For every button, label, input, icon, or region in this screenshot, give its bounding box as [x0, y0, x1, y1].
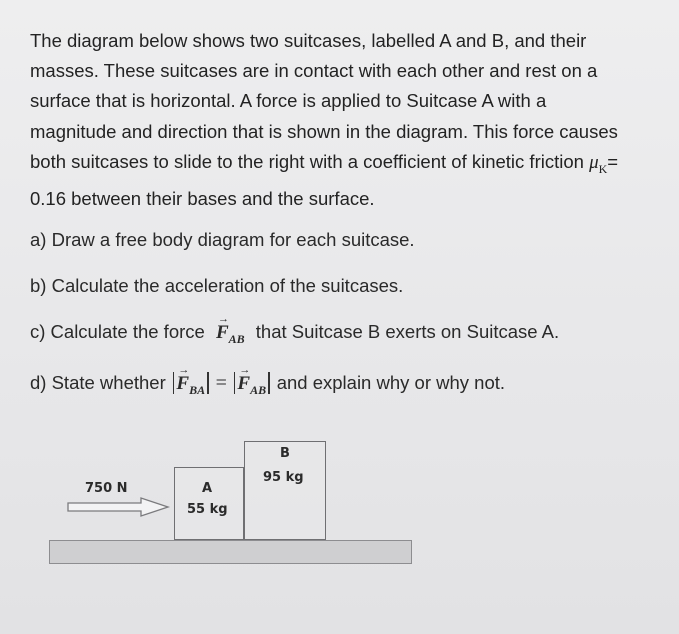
- intro-line: magnitude and direction that is shown in the diagram. This force causes: [30, 120, 618, 142]
- vector-arrow: →: [178, 364, 190, 376]
- intro-line-text: both suitcases to slide to the right with a coefficient of kinetic friction: [30, 150, 584, 172]
- vector-f-letter: F: [237, 373, 251, 394]
- intro-line: [30, 147, 675, 184]
- intro-line: masses. These suitcases are in contact with each other and rest on a: [30, 60, 598, 82]
- mu-equals: =: [607, 150, 619, 172]
- suitcase-a-label: A: [202, 481, 213, 496]
- question-d-suffix: and explain why or why not.: [276, 372, 506, 393]
- intro-line: surface that is horizontal. A force is applied to Suitcase A with a: [30, 90, 547, 112]
- applied-force-arrow: [67, 497, 171, 517]
- vector-subscript: BA: [189, 382, 206, 397]
- vector-subscript: AB: [250, 382, 267, 397]
- vector-arrow: →: [239, 364, 251, 376]
- abs-bar: [173, 372, 175, 394]
- question-c-prefix: c) Calculate the force: [30, 321, 205, 342]
- horizontal-surface: [49, 540, 412, 564]
- suitcase-b-label: B: [280, 446, 290, 461]
- intro-line: The diagram below shows two suitcases, labelled A and B, and their: [30, 30, 587, 51]
- mu-subscript: K: [598, 161, 608, 176]
- abs-bar: [207, 372, 209, 394]
- question-c: [30, 313, 560, 347]
- vector-f-letter: F: [176, 373, 190, 394]
- force-label: 750 N: [85, 481, 128, 496]
- vector-subscript: AB: [228, 331, 245, 346]
- equals-sign: =: [215, 372, 227, 394]
- vector-f-ab: [237, 364, 267, 397]
- abs-bar: [268, 372, 270, 394]
- question-d-prefix: d) State whether: [30, 372, 166, 393]
- question-d: [30, 364, 506, 398]
- suitcase-a-mass: 55 kg: [187, 502, 228, 517]
- question-b: b) Calculate the acceleration of the suitcases.: [30, 275, 404, 296]
- mu-letter: μ: [589, 151, 599, 173]
- question-a: a) Draw a free body diagram for each suitcase.: [30, 229, 415, 250]
- vector-f-letter: F: [215, 322, 229, 343]
- abs-bar: [234, 372, 236, 394]
- problem-statement: [30, 26, 675, 214]
- question-c-suffix: that Suitcase B exerts on Suitcase A.: [255, 321, 560, 342]
- vector-f-ab: [215, 313, 245, 346]
- mu-k-symbol: [589, 151, 608, 176]
- intro-line: 0.16 between their bases and the surface.: [30, 187, 375, 209]
- vector-f-ba: [176, 364, 206, 397]
- vector-arrow: →: [217, 313, 229, 325]
- suitcase-b-mass: 95 kg: [263, 470, 304, 485]
